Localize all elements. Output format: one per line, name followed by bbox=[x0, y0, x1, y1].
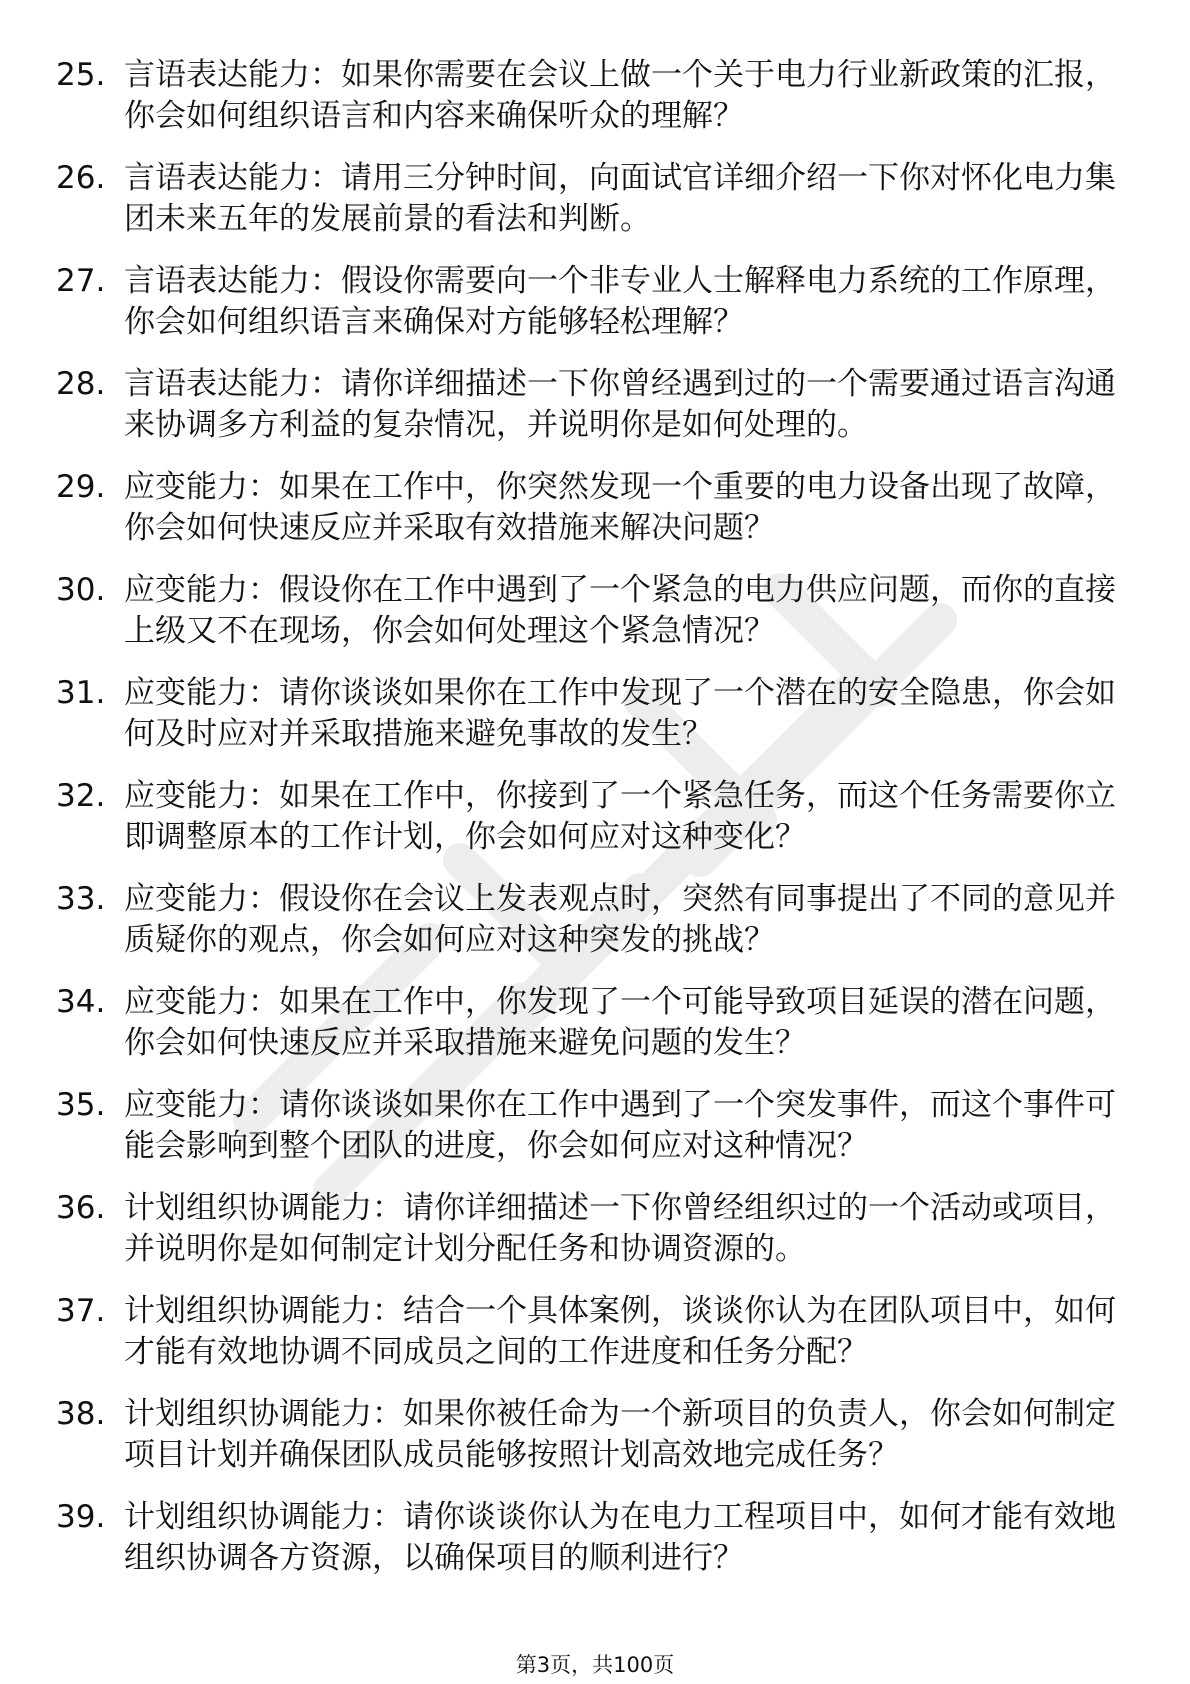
question-text: 应变能力：如果在工作中，你突然发现一个重要的电力设备出现了故障，你会如何快速反应并采取有效措施来解决问题？ bbox=[124, 469, 1116, 546]
question-number: 37. bbox=[56, 1293, 106, 1329]
list-item bbox=[56, 776, 1136, 858]
list-item bbox=[56, 261, 1136, 343]
question-text: 言语表达能力：请用三分钟时间，向面试官详细介绍一下你对怀化电力集团未来五年的发展前景的看法和判断。 bbox=[124, 160, 1116, 237]
list-item bbox=[56, 1291, 1136, 1373]
list-item bbox=[56, 364, 1136, 446]
question-text: 计划组织协调能力：如果你被任命为一个新项目的负责人，你会如何制定项目计划并确保团队成员能够按照计划高效地完成任务？ bbox=[124, 1396, 1116, 1473]
question-text: 应变能力：如果在工作中，你接到了一个紧急任务，而这个任务需要你立即调整原本的工作计划，你会如何应对这种变化？ bbox=[124, 778, 1116, 855]
list-item bbox=[56, 55, 1136, 137]
question-text: 应变能力：请你谈谈如果你在工作中遇到了一个突发事件，而这个事件可能会影响到整个团队的进度，你会如何应对这种情况？ bbox=[124, 1087, 1116, 1164]
list-item bbox=[56, 1497, 1136, 1579]
question-list bbox=[56, 55, 1136, 1600]
question-number: 35. bbox=[56, 1087, 106, 1123]
list-item bbox=[56, 1394, 1136, 1476]
question-text: 应变能力：请你谈谈如果你在工作中发现了一个潜在的安全隐患，你会如何及时应对并采取措施来避免事故的发生？ bbox=[124, 675, 1116, 752]
list-item bbox=[56, 982, 1136, 1064]
list-item bbox=[56, 467, 1136, 549]
question-text: 应变能力：假设你在工作中遇到了一个紧急的电力供应问题，而你的直接上级又不在现场，你会如何处理这个紧急情况？ bbox=[124, 572, 1116, 649]
question-text: 言语表达能力：假设你需要向一个非专业人士解释电力系统的工作原理，你会如何组织语言来确保对方能够轻松理解？ bbox=[124, 263, 1116, 340]
list-item bbox=[56, 158, 1136, 240]
question-number: 33. bbox=[56, 881, 106, 917]
page-footer bbox=[0, 1652, 1190, 1678]
question-number: 34. bbox=[56, 984, 106, 1020]
question-text: 应变能力：假设你在会议上发表观点时，突然有同事提出了不同的意见并质疑你的观点，你会如何应对这种突发的挑战？ bbox=[124, 881, 1116, 958]
question-number: 39. bbox=[56, 1499, 106, 1535]
question-number: 38. bbox=[56, 1396, 106, 1432]
question-number: 29. bbox=[56, 469, 106, 505]
list-item bbox=[56, 1085, 1136, 1167]
list-item bbox=[56, 1188, 1136, 1270]
question-number: 26. bbox=[56, 160, 106, 196]
question-number: 30. bbox=[56, 572, 106, 608]
list-item bbox=[56, 570, 1136, 652]
question-number: 25. bbox=[56, 57, 106, 93]
question-text: 计划组织协调能力：结合一个具体案例，谈谈你认为在团队项目中，如何才能有效地协调不同成员之间的工作进度和任务分配？ bbox=[124, 1293, 1116, 1370]
question-text: 言语表达能力：如果你需要在会议上做一个关于电力行业新政策的汇报，你会如何组织语言和内容来确保听众的理解？ bbox=[124, 57, 1116, 134]
question-number: 31. bbox=[56, 675, 106, 711]
page-number-label: 第3页，共100页 bbox=[515, 1653, 675, 1677]
question-number: 27. bbox=[56, 263, 106, 299]
question-text: 应变能力：如果在工作中，你发现了一个可能导致项目延误的潜在问题，你会如何快速反应并采取措施来避免问题的发生？ bbox=[124, 984, 1116, 1061]
list-item bbox=[56, 879, 1136, 961]
question-number: 28. bbox=[56, 366, 106, 402]
question-text: 计划组织协调能力：请你详细描述一下你曾经组织过的一个活动或项目，并说明你是如何制定计划分配任务和协调资源的。 bbox=[124, 1190, 1116, 1267]
question-text: 计划组织协调能力：请你谈谈你认为在电力工程项目中，如何才能有效地组织协调各方资源，以确保项目的顺利进行？ bbox=[124, 1499, 1116, 1576]
list-item bbox=[56, 673, 1136, 755]
question-number: 36. bbox=[56, 1190, 106, 1226]
question-text: 言语表达能力：请你详细描述一下你曾经遇到过的一个需要通过语言沟通来协调多方利益的复杂情况，并说明你是如何处理的。 bbox=[124, 366, 1116, 443]
question-number: 32. bbox=[56, 778, 106, 814]
